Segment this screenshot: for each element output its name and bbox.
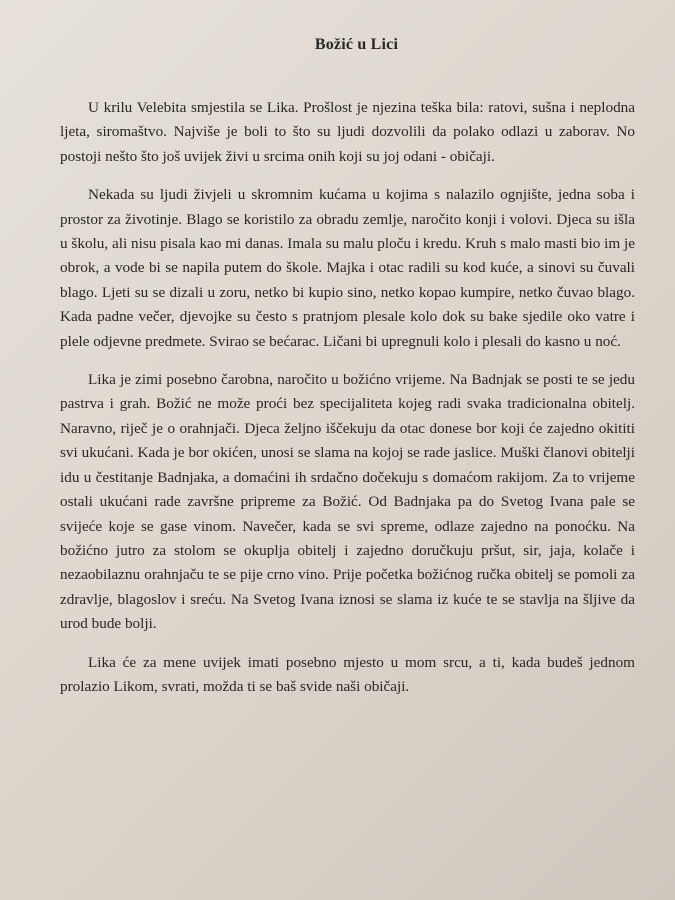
paragraph-past-life: Nekada su ljudi živjeli u skromnim kućama u kojima s nalazilo ognjište, jedna soba i prostor za životinje. Blago se koristilo za obradu zemlje, naročito konji i volovi. Djeca su išla u školu, ali nisu pisala kao mi danas. Imala su malu ploču i kredu. Kruh s malo masti bio im je obrok, a vode bi se napila putem do škole. Majka i otac radili su kod kuće, a sinovi su čuvali blago. Ljeti su se dizali u zoru, netko bi kupio sino, netko kopao kumpire, netko čuvao blago. Kada padne večer, djevojke su često s pratnjom plesale kolo dok su bake sjedile oko vatre i plele odjevne predmete. Svirao se bećarac. Ličani bi upregnuli kolo i plesali do kasno u noć. bbox=[60, 186, 635, 350]
paragraph-christmas: Lika je zimi posebno čarobna, naročito u božićno vrijeme. Na Badnjak se posti te se jedu pastrva i grah. Božić ne može proći bez specijaliteta kojeg radi svaka tradicionalna obitelj. Naravno, riječ je o orahnjači. Djeca željno iščekuju da otac donese bor koji će zajedno okititi svi ukućani. Kada je bor okićen, unosi se slama na kojoj se rade jaslice. Muški članovi obitelji idu u čestitanje Badnjaka, a domaćini ih srdačno dočekuju s domaćom rakijom. Za to vrijeme ostali ukućani rade završne pripreme za Božić. Od Badnjaka pa do Svetog Ivana pale se svijeće koje se gase vinom. Navečer, kada se svi spreme, odlaze zajedno na ponoćku. Na božićno jutro za stolom se okuplja obitelj i zajedno doručkuju pršut, sir, jaja, kolače i nezaobilaznu orahnjaču te se pije crno vino. Prije početka božićnog ručka obitelj se pomoli za zdravlje, blagoslov i sreću. Na Svetog Ivana iznosi se slama iz kuće te se stavlja na šljive da urod bude bolji. bbox=[60, 371, 635, 633]
paragraph-closing: Lika će za mene uvijek imati posebno mjesto u mom srcu, a ti, kada budeš jednom prolazio Likom, svrati, možda ti se baš svide naši običaji. bbox=[60, 653, 635, 695]
paragraph-intro: U krilu Velebita smjestila se Lika. Prošlost je njezina teška bila: ratovi, sušna i neplodna ljeta, siromaštvo. Najviše je boli to što su ljudi dozvolili da polako odlazi u zaborav. No postoji nešto što još uvijek živi u srcima onih koji su joj odani - običaji. bbox=[60, 99, 635, 165]
document-title: Božić u Lici bbox=[314, 36, 399, 53]
